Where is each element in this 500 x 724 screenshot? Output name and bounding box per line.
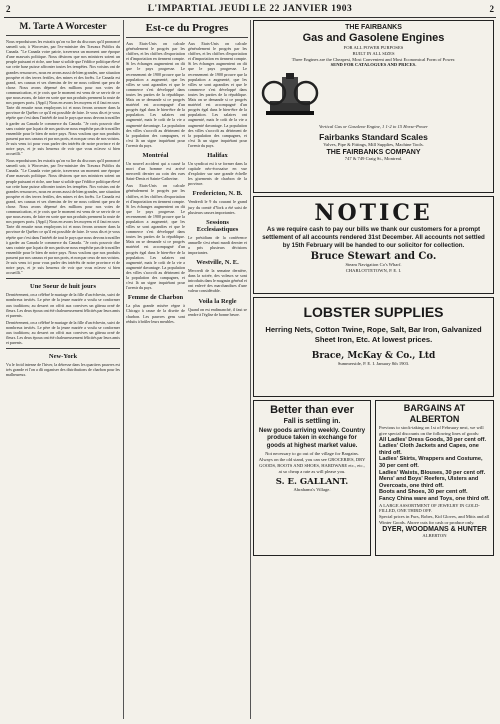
article-body-fredericton: Vendredi le 9 du courant le grand jury du comté d'York a été saisi de plusieurs causes importantes. [188, 199, 247, 215]
ad-lobster-firm: Brace, McKay & Co., Ltd [311, 351, 436, 361]
newspaper-page [4, 3, 496, 721]
ad-bargains-town: ALBERTON [422, 532, 447, 538]
ad-notice-firm: Bruce Stewart and Co. [310, 251, 437, 263]
column-progres [126, 20, 248, 721]
ad-better-line4: Always on the old stand, you can see GROCERIES, DRY GOODS, BOOTS AND SHOES, HARDWARE etc., etc., at so cheap a rate as will please you. [258, 457, 366, 474]
page-number-right: 2 [489, 4, 494, 14]
ad-better-firm: S. E. GALLANT. [275, 477, 349, 488]
page-number-left: 2 [6, 4, 11, 14]
article-body-regle: Quand on est endimanché, il faut se rendre à l'église de bonne heure. [188, 306, 247, 317]
ad-fairbanks [253, 20, 494, 193]
engine-illustration [260, 71, 320, 117]
ad-bargains-title: BARGAINS AT ALBERTON [403, 403, 466, 424]
ad-fairbanks-line3: Three Engines are the Cheapest, Most Convenient and Most Economical Form of Power. [291, 56, 456, 62]
article-body-soeur-cont: Dernièrement, on a célébré le mariage de la fille d'un échevin, suivi de nombreux invités. Le père de la jeune mariée a voulu se conformer aux traditions; au dessert on offrit aux convives un gâteau orné de fleurs. Les deux époux ont été chaleureusement félicités par leurs amis et parents. [6, 319, 120, 346]
progres-two-col [126, 41, 248, 326]
ad-notice [253, 196, 494, 294]
ad-bargains-line6: Boots and Shoes, 30 per cent off. [379, 489, 468, 496]
column-tarte [6, 20, 120, 721]
divider [6, 35, 120, 36]
ad-bargains-line1: All Ladies' Dress Goods, 30 per cent off. [379, 436, 487, 443]
article-title-soeur: Une Soeur de huit jours [30, 283, 96, 291]
article-body-montreal: Un nouvel accident qui a causé la mort d'un homme est arrivé mercredi dernier au coin des rues Saint-Denis et Sainte-Catherine. [126, 160, 185, 182]
ad-better-title: Better than ever [270, 404, 354, 416]
ad-fairbanks-maker: Fairbanks Standard Scales [319, 131, 428, 142]
divider [126, 37, 248, 38]
column-rule [123, 20, 124, 719]
article-title-regle: Voila la Regle [198, 297, 237, 305]
ad-fairbanks-title: Gas and Gasolene Engines [302, 32, 445, 44]
ad-bargains-firm: DYER, WOODMANS & HUNTER [382, 525, 487, 533]
ad-lobster-title: LOBSTER SUPPLIES [303, 304, 444, 320]
ads-lower-row [253, 400, 494, 559]
ad-fairbanks-line2: BUILT IN ALL SIZES [352, 50, 395, 56]
article-title-montreal: Montréal [142, 151, 169, 159]
ad-better-line1: Fall is settling in. [283, 418, 341, 425]
ad-bargains-intro: Previous to stock-taking on 1st of February next, we will give special discounts on the following lines of goods: [379, 425, 484, 436]
ad-better [253, 400, 371, 556]
divider [6, 348, 120, 349]
article-body-sessions: Le présidium de la conférence annuelle s'est réuni mardi dernier et a pris plusieurs décisions importantes. [188, 234, 247, 255]
article-title-sessions: Sessions Ecclesiastiques [196, 218, 239, 233]
article-title-progres: Est-ce du Progres [145, 22, 229, 34]
ad-better-town: Abrahams's Village. [293, 487, 331, 493]
article-body-westville: Mercredi de la semaine dernière, dans la soirée, des voleurs se sont introduits dans le magasin général et ont enlevé des marchandises d'une valeur considérable. [188, 268, 247, 294]
ad-bargains [375, 400, 494, 556]
ad-lobster [253, 297, 494, 397]
ad-bargains-line5: Mens' and Boys' Reefers, Ulsters and Overcoats, one third off. [379, 476, 479, 489]
article-body-progres-cont: Aux Etats-Unis on calcule généralement le progrès par les chiffres, et les chiffres d'exportation et d'importation en tiennent compte. Si les échanges augmentent on dit que le pays progresse. Le recensement de 1900 prouve que la population a augmenté, que les villes se sont agrandies et que le commerce s'est développé dans toutes les parties de la république. Mais on se demande si ce progrès matériel est accompagné d'un progrès égal dans le bien-être de la population. Les salaires ont augmenté, mais le coût de la vie a augmenté davantage. La population des villes s'accroît au détriment de la population des campagnes, et c'est là un signe inquiétant pour l'avenir du pays. [188, 41, 247, 148]
article-title-newyork: New-York [48, 353, 78, 361]
column-rule [250, 20, 251, 719]
article-title-halifax: Halifax [207, 151, 228, 159]
ad-better-line2: New goods arriving weekly. Country produce taken in exchange for goods at highest market value. [258, 427, 366, 449]
article-title-westville: Westville, N. E. [196, 259, 239, 267]
ad-bargains-line3: Ladies' Skirts, Wrappers and Costume, 30 per cent off. [379, 456, 483, 469]
ad-fairbanks-address: 747 & 749 Craig St., Montreal. [344, 155, 403, 161]
article-body-charbon: La plus grande misère règne à Chicago à cause de la disette de charbon. Les pauvres gens sont réduits à brûler leurs meubles. [126, 303, 185, 324]
ad-bargains-line2: Ladies' Cloth Jackets and Capes, one third off. [379, 443, 479, 456]
ad-lobster-firm-sub: Summerside, P. E. I. January 8th 1903. [337, 361, 410, 366]
ad-fairbanks-brand: THE FAIRBANKS [345, 24, 402, 31]
article-body-halifax: Un syndicat est à se former dans la capitale néo-écossaise en vue d'exploiter sur une grande échelle les gisements de charbon de la province. [188, 160, 247, 187]
ad-notice-city: CHARLOTTETOWN, P. E. I. [345, 268, 402, 274]
divider [6, 278, 120, 279]
masthead [4, 3, 496, 18]
article-body-tarte: Nous reproduisons les extraits qu'on va lire du discours qu'il prononcé samedi soir, à Worcester, par l'ex-ministre des Travaux Publics du Canada. "Le Canada votre patrie, traversera un moment une époque d'une mauvais politique. Nous désirons que nos ministres soient un peuple puissant et riche, une base si solide que l'édifice politique élevé sur cette base puisse affronter toutes les tempêtes. Nos voisins ont de grandes ressources, nous en avons aussi de bien grandes, une situation prospère et des terres fertiles, des mines et des forêts. Le Canada est grand, ses canaux et ses chemins de fer ne nous coûtent que peu de chose. Nous avons dépensé des millions pour nos voies de communication, et je crois que le moment est venu de se servir de ce que nous avons, de faire en sorte que nos produits prennent la route de nos propres ports. (Appl.) Nous en avons les moyens et il faut en user. Tarte dit ensuite nous employons ici et nous ferons avancer dans la province de Québec ce qu'il est possible de faire. Je vous dis et je vous répète que c'est dans l'intérêt de tout le pays que nous devons travailler à garder au Canada le commerce du Canada. "Je crois pouvoir dire sans crainte que la paix de nos partis ne nous empêche pas de travailler ensemble pour le bien de notre pays. Nous voulons que nos produits passent par nos canaux et par nos ports, et non par ceux de nos voisins. Je suis venu ici pour vous parler des intérêts de notre province et de notre pays, et je suis heureux de voir que vous m'avez si bien accueilli." [6, 39, 120, 157]
progres-subcol-right [188, 41, 247, 326]
article-body-newyork: Vu le froid intense de l'hiver, la détresse dans les quartiers pauvres est très grande et l'on a dû organiser des distributions de charbon pour les malheureux. [6, 362, 120, 378]
ad-bargains-line9: Special prices in Furs, Robes, Kid Gloves, and Mitts and all Winter Goods. Above cuts for cash or produce only. [379, 514, 490, 525]
ad-bargains-line7: Fancy China ware and Toys, one third off. [379, 495, 490, 502]
ad-bargains-line8: A LARGE ASSORTMENT OF JEWELRY IN GOLD-FILLED, ONE THIRD OFF. [379, 502, 480, 514]
article-title-charbon: Femme de Charbon [127, 294, 184, 302]
ad-fairbanks-company: THE FAIRBANKS COMPANY [326, 148, 421, 156]
article-body-tarte-cont: Nous reproduisons les extraits qu'on va lire du discours qu'il prononcé samedi soir, à Worcester, par l'ex-ministre des Travaux Publics du Canada. "Le Canada votre patrie, traversera un moment une époque d'une mauvais politique. Nous désirons que nos ministres soient un peuple puissant et riche, une base si solide que l'édifice politique élevé sur cette base puisse affronter toutes les tempêtes. Nos voisins ont de grandes ressources, nous en avons aussi de bien grandes, une situation prospère et des terres fertiles, des mines et des forêts. Le Canada est grand, ses canaux et ses chemins de fer ne nous coûtent que peu de chose. Nous avons dépensé des millions pour nos voies de communication, et je crois que le moment est venu de se servir de ce que nous avons, de faire en sorte que nos produits prennent la route de nos propres ports. (Appl.) Nous en avons les moyens et il faut en user. Tarte dit ensuite nous employons ici et nous ferons avancer dans la province de Québec ce qu'il est possible de faire. Je vous dis et je vous répète que c'est dans l'intérêt de tout le pays que nous devons travailler à garder au Canada le commerce du Canada. "Je crois pouvoir dire sans crainte que la paix de nos partis ne nous empêche pas de travailler ensemble pour le bien de notre pays. Nous voulons que nos produits passent par nos canaux et par nos ports, et non par ceux de nos voisins. Je suis venu ici pour vous parler des intérêts de notre province et de notre pays, et je suis heureux de voir que vous m'avez si bien accueilli." [6, 158, 120, 276]
article-body-soeur: Dernièrement, on a célébré le mariage de la fille d'un échevin, suivi de nombreux invités. Le père de la jeune mariée a voulu se conformer aux traditions; au dessert on offrit aux convives un gâteau orné de fleurs. Les deux époux ont été chaleureusement félicités par leurs amis et parents. [6, 292, 120, 318]
article-body-progres: Aux Etats-Unis on calcule généralement le progrès par les chiffres, et les chiffres d'exportation et d'importation en tiennent compte. Si les échanges augmentent on dit que le pays progresse. Le recensement de 1900 prouve que la population a augmenté, que les villes se sont agrandies et que le commerce s'est développé dans toutes les parties de la république. Mais on se demande si ce progrès matériel est accompagné d'un progrès égal dans le bien-être de la population. Les salaires ont augmenté, mais le coût de la vie a augmenté davantage. La population des villes s'accroît au détriment de la population des campagnes, et c'est là un signe inquiétant pour l'avenir du pays. [126, 41, 185, 148]
ad-fairbanks-line1: FOR ALL POWER PURPOSES [343, 45, 404, 50]
progres-subcol-left [126, 41, 185, 326]
ad-fairbanks-maker2: Valves, Pipe & Fittings, Mill Supplies, Machine Tools. [323, 141, 424, 147]
ad-notice-title: NOTICE [314, 200, 433, 226]
article-title-fredericton: Fredericton, N. B. [192, 190, 243, 198]
ad-notice-body: As we require cash to pay our bills we thank our customers for a prompt settlement of all accounts rendered 31st December. All accounts not settled by 15th February will be handed to our solicitor for collection. [262, 226, 485, 249]
ad-notice-firm-sub: Steam Navigation Co's Wharf. [345, 262, 402, 268]
article-body-montreal-cont: Aux Etats-Unis on calcule généralement le progrès par les chiffres, et les chiffres d'exportation et d'importation en tiennent compte. Si les échanges augmentent on dit que le pays progresse. Le recensement de 1900 prouve que la population a augmenté, que les villes se sont agrandies et que le commerce s'est développé dans toutes les parties de la république. Mais on se demande si ce progrès matériel est accompagné d'un progrès égal dans le bien-être de la population. Les salaires ont augmenté, mais le coût de la vie a augmenté davantage. La population des villes s'accroît au détriment de la population des campagnes, et c'est là un signe inquiétant pour l'avenir du pays. [126, 183, 185, 291]
ad-bargains-line4: Ladies' Waists, Blouses, 30 per cent off. [379, 469, 486, 476]
newspaper-title: L'IMPARTIAL JEUDI LE 22 JANVIER 1903 [147, 4, 353, 14]
ad-lobster-body: Herring Nets, Cotton Twine, Rope, Salt, Bar Iron, Galvanized Sheet Iron, Etc. At lowest prices. [265, 325, 482, 344]
ad-fairbanks-caption: Vertical Gas or Gasolene Engine, 1 1-2 to 15 Horse-Power [319, 124, 428, 130]
ad-fairbanks-line4: SEND FOR CATALOGUES AND PRICES. [330, 62, 417, 68]
advertisements [253, 20, 494, 721]
article-title-tarte: M. Tarte A Worcester [19, 22, 107, 32]
ad-better-line3: Not necessary to go out of the village for Bargains. [265, 451, 359, 457]
